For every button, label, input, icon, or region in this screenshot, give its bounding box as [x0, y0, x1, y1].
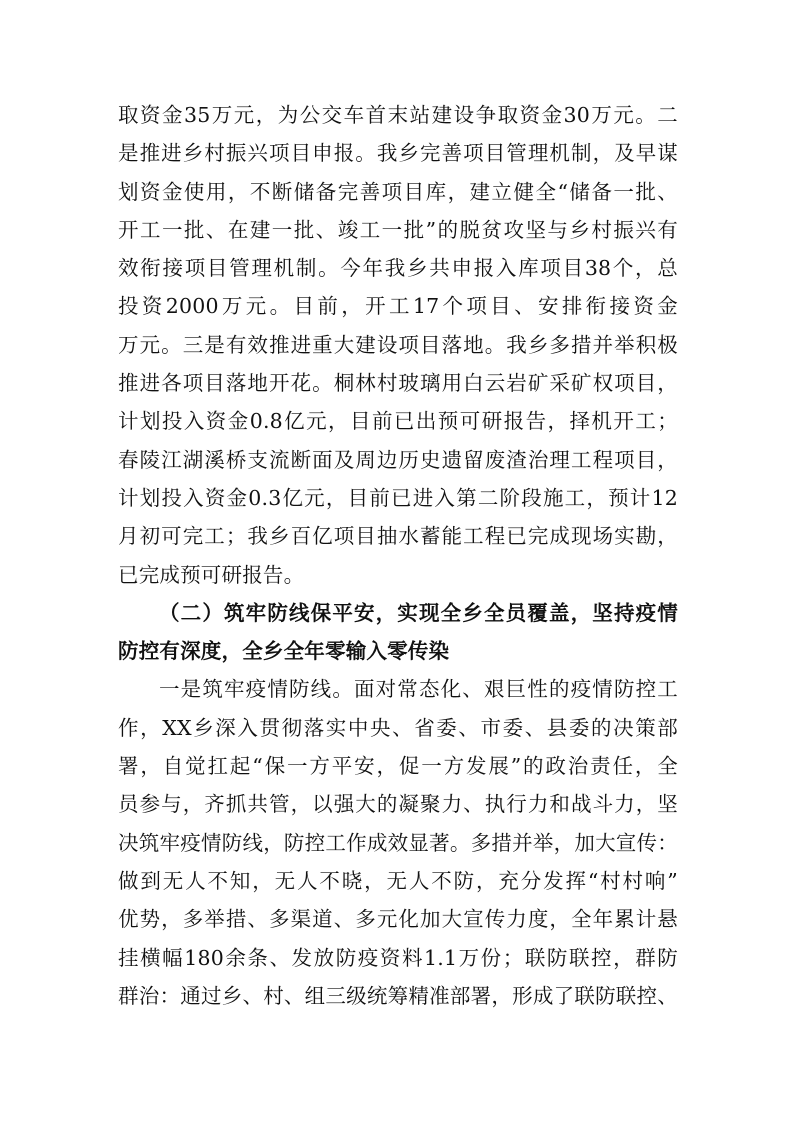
paragraph-line: 优势，多举措、多渠道、多元化加大宣传力度，全年累计悬: [118, 907, 678, 932]
paragraph-line: 做到无人不知，无人不晓，无人不防，充分发挥“村村响”: [118, 868, 678, 893]
paragraph-line: 是推进乡村振兴项目申报。我乡完善项目管理机制，及早谋: [118, 141, 678, 166]
paragraph-line: 作，XX乡深入贯彻落实中央、省委、市委、县委的决策部: [118, 715, 678, 740]
paragraph-line: 计划投入资金0.8亿元，目前已出预可研报告，择机开工；: [118, 409, 678, 434]
paragraph-line: 群治：通过乡、村、组三级统筹精准部署，形成了联防联控、: [118, 983, 678, 1008]
section-heading-line: （二）筑牢防线保平安，实现全乡全员覆盖，坚持疫情: [159, 600, 678, 625]
document-body: [118, 96, 678, 1015]
paragraph-line: 已完成预可研报告。: [118, 562, 305, 587]
paragraph-line: 开工一批、在建一批、竣工一批”的脱贫攻坚与乡村振兴有: [118, 217, 678, 242]
paragraph-line: 万元。三是有效推进重大建设项目落地。我乡多措并举积极: [118, 332, 678, 357]
paragraph-line: 划资金使用，不断储备完善项目库，建立健全“储备一批、: [118, 179, 678, 204]
paragraph-line: 月初可完工；我乡百亿项目抽水蓄能工程已完成现场实勘，: [118, 524, 678, 549]
paragraph-line: 决筑牢疫情防线，防控工作成效显著。多措并举，加大宣传：: [118, 830, 678, 855]
paragraph-line: 计划投入资金0.3亿元，目前已进入第二阶段施工，预计12: [118, 485, 678, 510]
paragraph-line: 挂横幅180余条、发放防疫资料1.1万份；联防联控，群防: [118, 945, 678, 970]
paragraph-line: 员参与，齐抓共管，以强大的凝聚力、执行力和战斗力，坚: [118, 792, 678, 817]
paragraph-line: 一是筑牢疫情防线。面对常态化、艰巨性的疫情防控工: [159, 677, 678, 702]
paragraph-line: 取资金35万元，为公交车首末站建设争取资金30万元。二: [118, 103, 678, 127]
paragraph-line: 署，自觉扛起“保一方平安，促一方发展”的政治责任，全: [118, 754, 678, 779]
paragraph-line: 投资2000万元。目前，开工17个项目、安排衔接资金: [118, 294, 678, 319]
paragraph-line: 春陵江湖溪桥支流断面及周边历史遗留废渣治理工程项目，: [118, 447, 678, 472]
paragraph-line: 推进各项目落地开花。桐林村玻璃用白云岩矿采矿权项目，: [118, 371, 678, 396]
section-heading-line: 防控有深度，全乡全年零输入零传染: [118, 639, 450, 664]
paragraph-line: 效衔接项目管理机制。今年我乡共申报入库项目38个，总: [118, 256, 678, 281]
